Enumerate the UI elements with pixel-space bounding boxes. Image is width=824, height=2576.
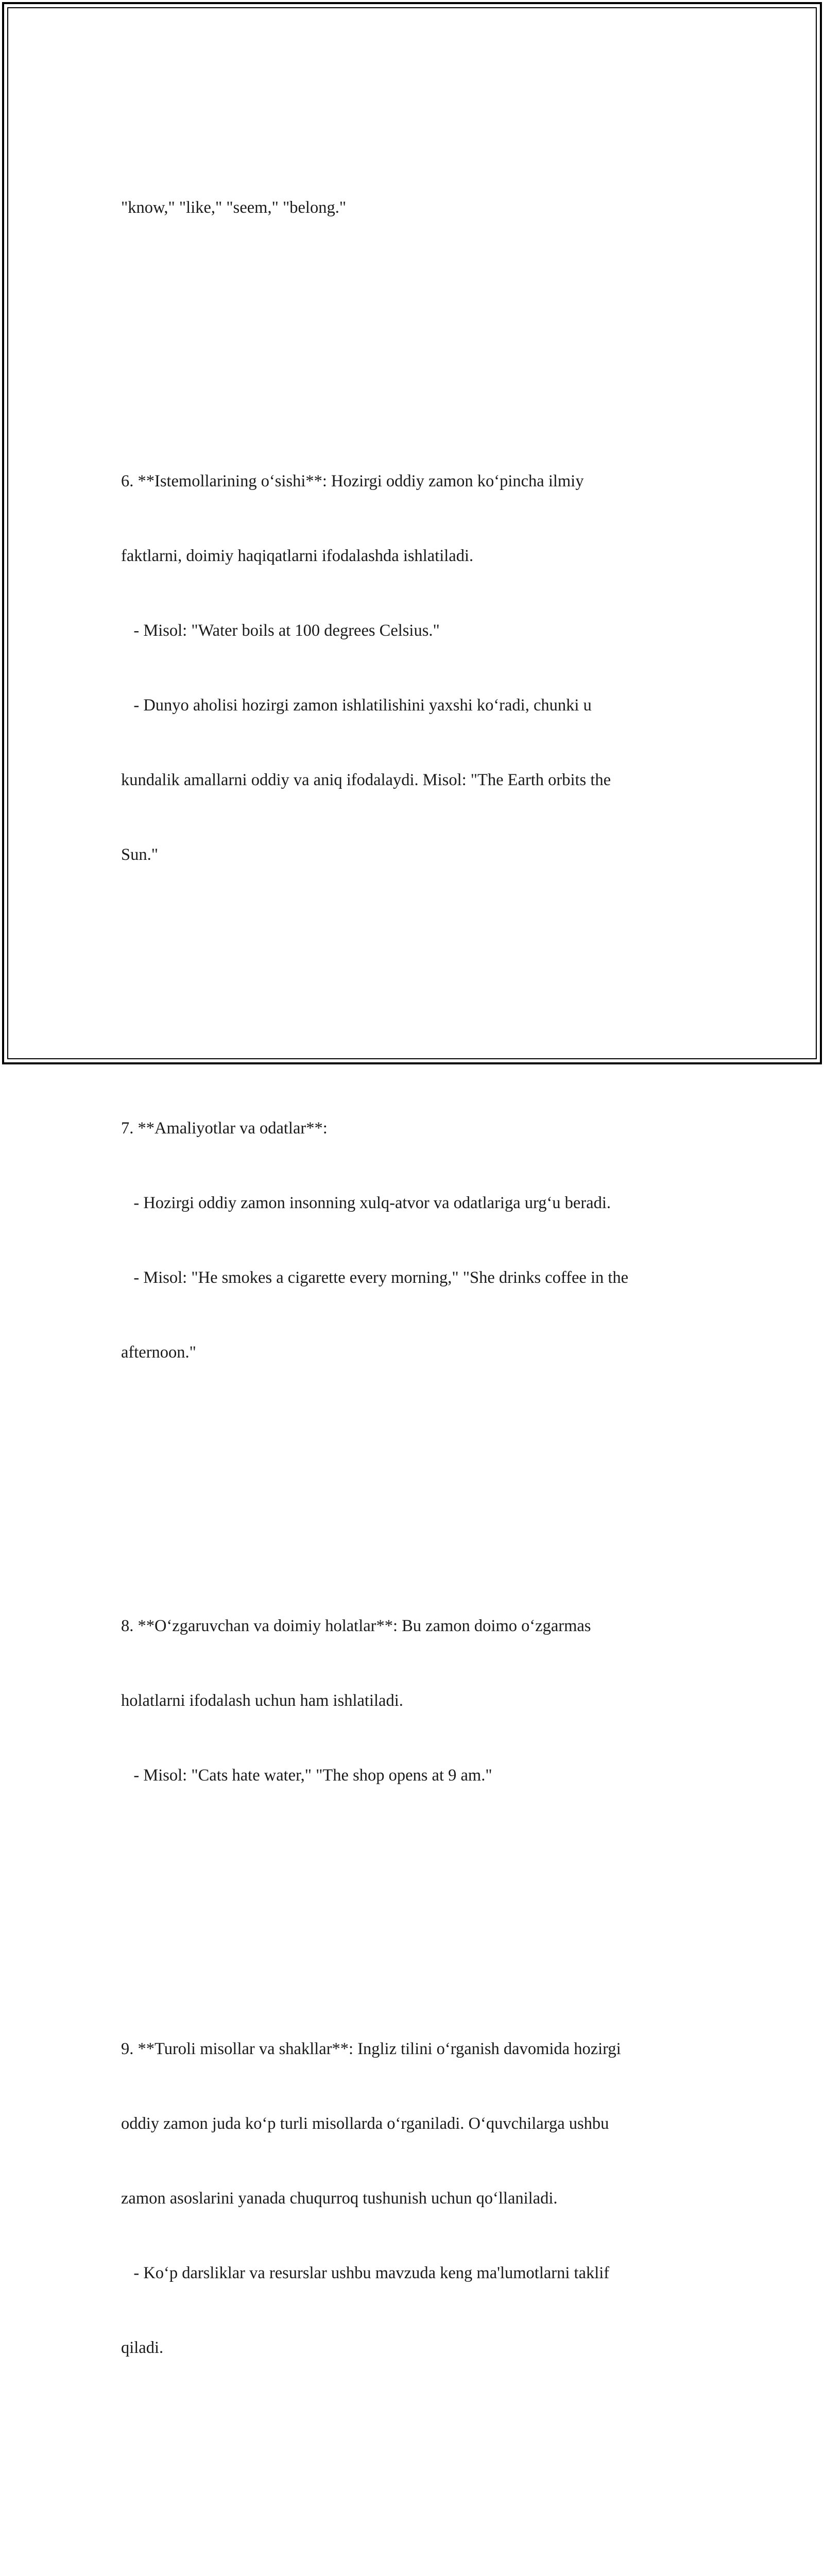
text-line: - Dunyo aholisi hozirgi zamon ishlatilishini yaxshi ko‘radi, chunki u (121, 696, 592, 715)
text-line: 7. **Amaliyotlar va odatlar**: (121, 1119, 328, 1138)
paragraph-gap (121, 1464, 708, 1489)
paragraph-gap (121, 967, 708, 991)
paragraph-item-6 (121, 419, 708, 917)
paragraph-item-7 (121, 1066, 708, 1415)
text-line: - Misol: "He smokes a cigarette every morning," "She drinks coffee in the (121, 1268, 629, 1287)
paragraph-gap (121, 2460, 708, 2484)
text-line: 6. **Istemollarining o‘sishi**: Hozirgi oddiy zamon ko‘pincha ilmiy (121, 472, 584, 491)
text-line: - Misol: "Water boils at 100 degrees Celsius." (121, 621, 440, 640)
text-line: "know," "like," "seem," "belong." (121, 198, 347, 217)
text-line: afternoon." (121, 1343, 196, 1362)
text-line: zamon asoslarini yanada chuqurroq tushunish uchun qo‘llaniladi. (121, 2189, 558, 2208)
text-line: Sun." (121, 845, 158, 864)
paragraph-item-9 (121, 1987, 708, 2410)
paragraph-gap (121, 1887, 708, 1912)
text-line: oddiy zamon juda ko‘p turli misollarda o‘rganiladi. O‘quvchilarga ushbu (121, 2114, 609, 2133)
text-line: - Hozirgi oddiy zamon insonning xulq-atvor va odatlariga urg‘u beradi. (121, 1194, 611, 1213)
document-body (121, 96, 708, 2576)
text-line: kundalik amallarni oddiy va aniq ifodalaydi. Misol: "The Earth orbits the (121, 771, 611, 790)
text-line: faktlarni, doimiy haqiqatlarni ifodalashda ishlatiladi. (121, 547, 474, 566)
text-line: - Misol: "Cats hate water," "The shop opens at 9 am." (121, 1766, 492, 1785)
text-line: - Ko‘p darsliklar va resurslar ushbu mavzuda keng ma'lumotlarni taklif (121, 2263, 610, 2282)
paragraph-gap (121, 320, 708, 345)
paragraph-continuation (121, 146, 708, 270)
paragraph-item-8 (121, 1564, 708, 1838)
text-line: 9. **Turoli misollar va shakllar**: Ingliz tilini o‘rganish davomida hozirgi (121, 2040, 621, 2059)
text-line: holatlarni ifodalash uchun ham ishlatiladi. (121, 1691, 403, 1710)
text-line: qiladi. (121, 2338, 164, 2357)
paragraph-conclusion (121, 2559, 708, 2576)
text-line: 8. **O‘zgaruvchan va doimiy holatlar**: Bu zamon doimo o‘zgarmas (121, 1617, 591, 1636)
